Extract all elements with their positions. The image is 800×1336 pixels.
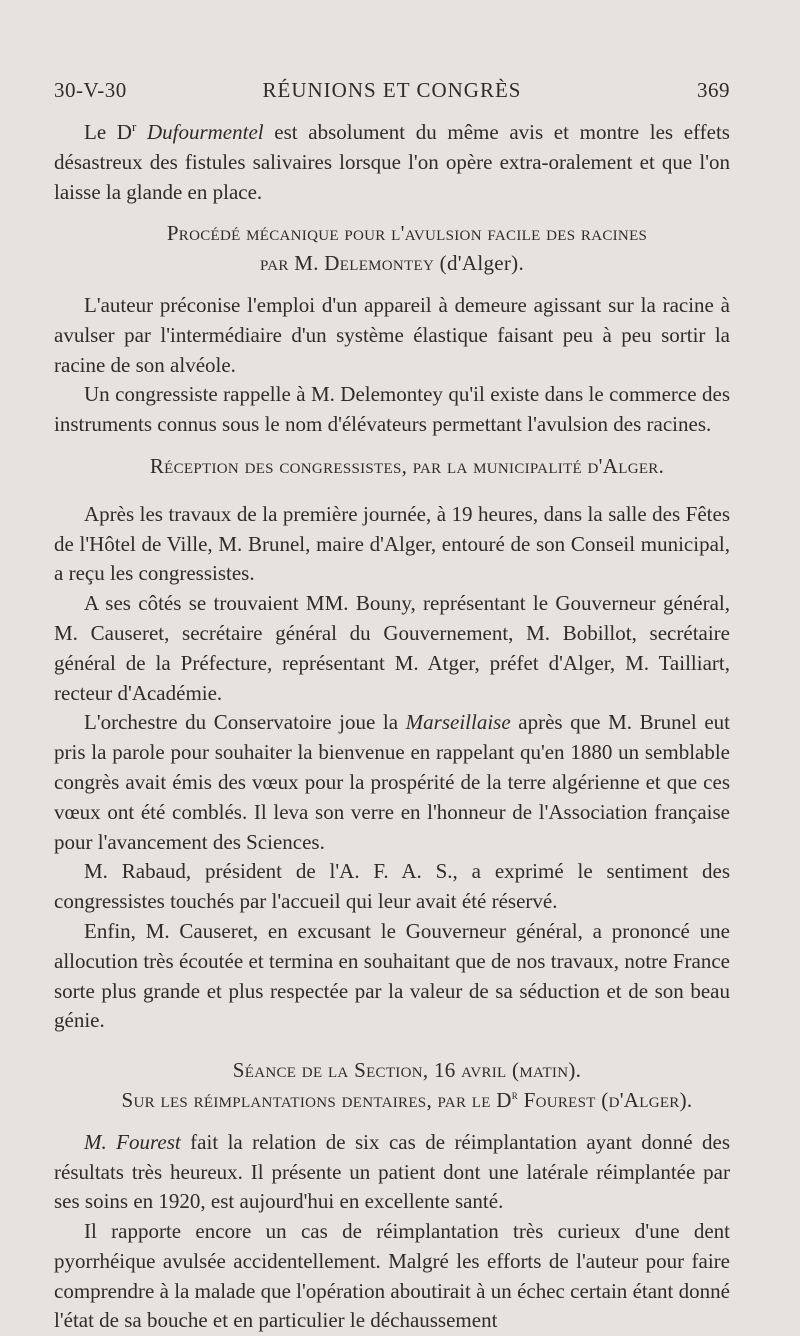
- paragraph: M. Fourest fait la relation de six cas de réimplantation ayant donné des résultats très heureux. Il présente un patient dont une latérale réimplantée par ses soins en 1920, est aujourd'hui en excellente santé.: [54, 1129, 730, 1214]
- paragraph: M. Rabaud, président de l'A. F. A. S., a exprimé le sentiment des congressistes touchés par l'accueil qui leur avait été réservé.: [54, 859, 730, 914]
- section-heading: Procédé mécanique pour l'avulsion facile des racines par M. Delemontey (d'Alger).: [166, 221, 648, 276]
- page-number: 369: [697, 78, 730, 102]
- paragraph: Après les travaux de la première journée, à 19 heures, dans la salle des Fêtes de l'Hôtel de Ville, M. Brunel, maire d'Alger, entouré de son Conseil municipal, a reçu les congressistes.: [54, 501, 730, 586]
- page-body: [54, 118, 730, 1336]
- header-title: RÉUNIONS ET CONGRÈS: [262, 78, 522, 102]
- paragraph: L'orchestre du Conservatoire joue la Marseillaise après que M. Brunel eut pris la parole pour souhaiter la bienvenue en rappelant qu'en 1880 un semblable congrès avait émis des vœux pour la prospérité de la terre algérienne et que ces vœux ont été comblés. Il leva son verre en l'honneur de l'Association française pour l'avancement des Sciences.: [54, 710, 730, 854]
- paragraph: Il rapporte encore un cas de réimplantation très curieux d'une dent pyorrhéique avulsée accidentellement. Malgré les efforts de l'auteur pour faire comprendre à la malade que l'opération aboutirait à un échec certain étant donné l'état de sa bouche et en particulier le déchaussement: [54, 1219, 730, 1333]
- paragraph: Un congressiste rappelle à M. Delemontey qu'il existe dans le commerce des instruments connus sous le nom d'élévateurs permettant l'avulsion des racines.: [54, 382, 730, 437]
- paragraph: Le $D^r$ Dufourmentel est absolument du même avis et montre les effets désastreux des fistules salivaires lorsque l'on opère extra-oralement et que l'on laisse la glande en place.: [54, 119, 730, 204]
- header-date: 30-V-30: [54, 78, 127, 102]
- anthem-title: Marseillaise: [405, 710, 511, 735]
- running-header: [54, 78, 730, 108]
- paragraph: L'auteur préconise l'emploi d'un appareil à demeure agissant sur la racine à avulser par l'intermédiaire d'un système élastique faisant peu à peu sortir la racine de son alvéole.: [54, 292, 730, 377]
- paragraph: Enfin, M. Causeret, en excusant le Gouverneur général, a prononcé une allocution très écoutée et termina en souhaitant que de nos travaux, notre France sorte plus grande et plus respectée par la valeur de sa séduction et de son beau génie.: [54, 918, 730, 1033]
- person-name: M. Fourest: [84, 1129, 181, 1154]
- person-name: Dufourmentel: [146, 120, 264, 144]
- session-subheading: Sur les réimplantations dentaires, par le $D^r$ Fourest (d'Alger).: [121, 1086, 693, 1112]
- paragraph: A ses côtés se trouvaient MM. Bouny, représentant le Gouverneur général, M. Causeret, secrétaire général du Gouvernement, M. Bobillot, secrétaire général de la Préfecture, représentant M. Atger, préfet d'Alger, M. Tailliart, recteur d'Académie.: [54, 591, 730, 705]
- session-heading: Séance de la Section, 16 avril (matin).: [232, 1058, 582, 1083]
- section-heading: Réception des congressistes, par la municipalité d'Alger.: [149, 453, 665, 478]
